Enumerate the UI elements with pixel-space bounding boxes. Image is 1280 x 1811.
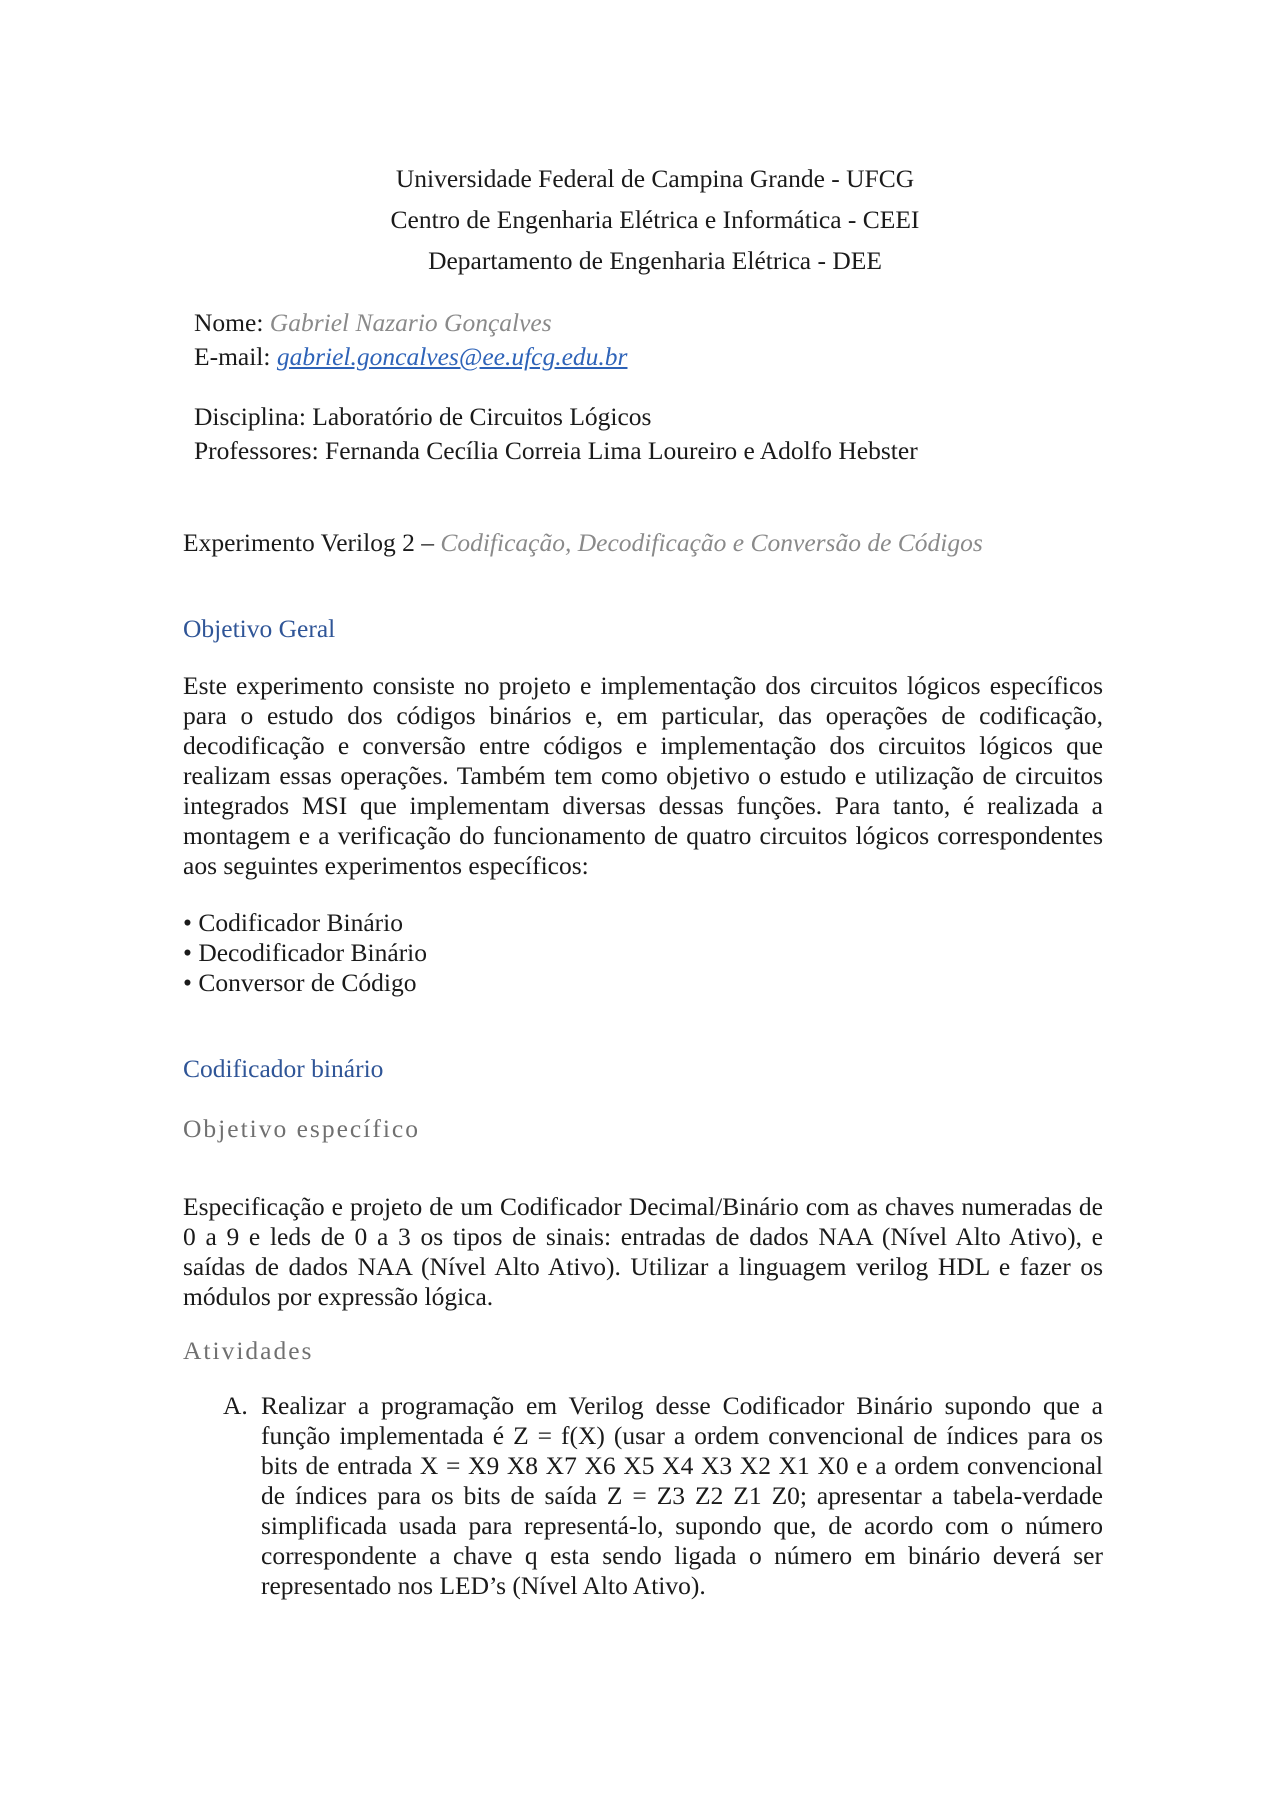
- student-name: Gabriel Nazario Gonçalves: [269, 308, 552, 337]
- professors-line: Professores: Fernanda Cecília Correia Lima Loureiro e Adolfo Hebster: [194, 436, 918, 465]
- activity-text: Realizar a programação em Verilog desse Codificador Binário supondo que a função implementada é Z = f(X) (usar a ordem convencional de índices para os bits de entrada X = X9 X8 X7 X6 X5 X4 X3 X2 X1 X0 e a ordem convencional de índices para os bits de saída Z = Z3 Z2 Z1 Z0; apresentar a tabela-verdade simplificada usada para representá-lo, supondo que, de acordo com o número correspondente a chave q esta sendo ligada o número em binário deverá ser representado nos LED’s (Nível Alto Ativo).: [261, 1391, 1103, 1600]
- codificador-heading: Codificador binário: [183, 1054, 384, 1083]
- student-name-line: [194, 306, 627, 340]
- experiment-subtitle: Codificação, Decodificação e Conversão de Códigos: [440, 528, 983, 557]
- objetivo-especifico-heading: Objetivo específico: [183, 1114, 420, 1143]
- discipline-line: Disciplina: Laboratório de Circuitos Lógicos: [194, 402, 652, 431]
- student-info: [194, 306, 627, 374]
- university-name: Universidade Federal de Campina Grande - UFCG: [395, 164, 915, 193]
- list-item: • Conversor de Código: [183, 968, 427, 998]
- experiment-title: [183, 526, 983, 560]
- name-label: Nome:: [194, 308, 270, 337]
- institution-header: [0, 158, 1280, 281]
- email-link[interactable]: gabriel.goncalves@ee.ufcg.edu.br: [276, 342, 628, 371]
- activity-marker: A.: [223, 1391, 248, 1420]
- department-name: Departamento de Engenharia Elétrica - DEE: [428, 246, 882, 275]
- student-email-line: [194, 340, 627, 374]
- objetivo-geral-paragraph: Este experimento consiste no projeto e implementação dos circuitos lógicos específicos para o estudo dos códigos binários e, em particular, das operações de codificação, decodificação e conversão entre códigos e implementação dos circuitos lógicos que realizam essas operações. Também tem como objetivo o estudo e utilização de circuitos integrados MSI que implementam diversas dessas funções. Para tanto, é realizada a montagem e a verificação do funcionamento de quatro circuitos lógicos correspondentes aos seguintes experimentos específicos:: [183, 671, 1103, 880]
- codificador-paragraph: Especificação e projeto de um Codificador Decimal/Binário com as chaves numeradas de 0 a 9 e leds de 0 a 3 os tipos de sinais: entradas de dados NAA (Nível Alto Ativo), e saídas de dados NAA (Nível Alto Ativo). Utilizar a linguagem verilog HDL e fazer os módulos por expressão lógica.: [183, 1192, 1103, 1311]
- center-name: Centro de Engenharia Elétrica e Informática - CEEI: [390, 205, 920, 234]
- course-info: [194, 400, 918, 468]
- experiments-list: [183, 908, 427, 998]
- atividades-heading: Atividades: [183, 1336, 314, 1365]
- list-item: • Codificador Binário: [183, 908, 427, 938]
- objetivo-geral-heading: Objetivo Geral: [183, 614, 336, 643]
- list-item: • Decodificador Binário: [183, 938, 427, 968]
- activity-item: [223, 1391, 1103, 1601]
- experiment-label: Experimento Verilog 2 –: [183, 528, 441, 557]
- email-label: E-mail:: [194, 342, 277, 371]
